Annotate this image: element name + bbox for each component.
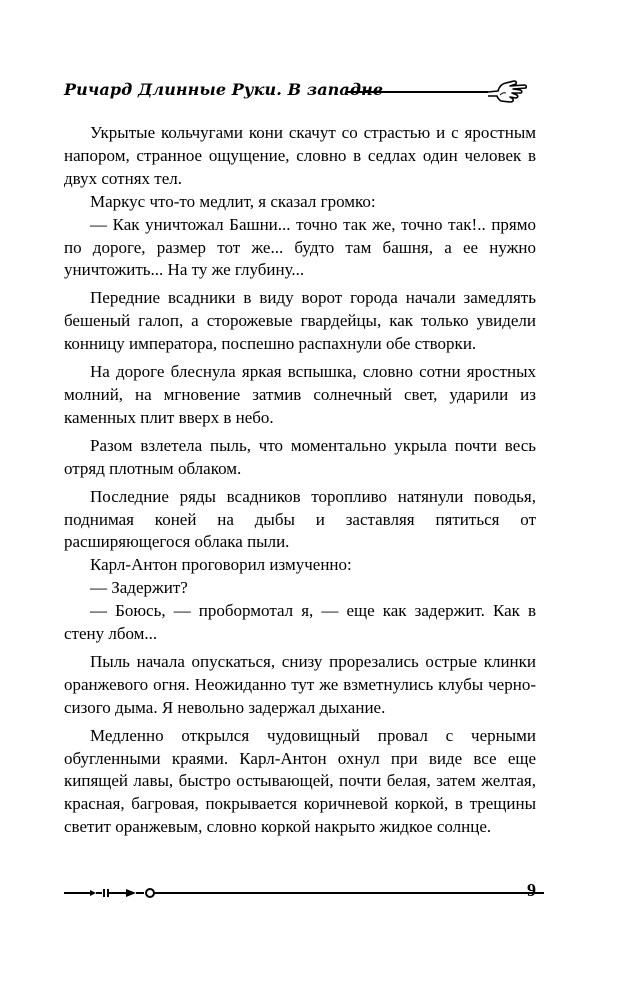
running-title: Ричард Длинные Руки. В западне xyxy=(64,80,384,99)
paragraph: На дороге блеснула яркая вспышка, словно сотни яростных молний, на мгновение затмив солнечный свет, ударили из каменных плит вверх в небо. xyxy=(64,362,536,427)
page-footer xyxy=(64,880,536,904)
pointing-hand-icon xyxy=(486,76,528,106)
paragraph: Карл-Антон проговорил измученно: xyxy=(90,555,352,575)
paragraph: — Задержит? xyxy=(90,578,188,598)
paragraph: Маркус что-то медлит, я сказал громко: xyxy=(90,191,376,211)
page-number: 9 xyxy=(527,880,536,900)
running-header xyxy=(64,76,524,108)
paragraph: Последние ряды всадников торопливо натянули поводья, поднимая коней на дыбы и заставляя пятиться от расширяющегося облака пыли. xyxy=(64,486,536,552)
paragraph: Медленно открылся чудовищный провал с черными обугленными краями. Карл-Антон охнул при виде все еще кипящей лавы, быстро остывающей, почти белая, затем желтая, красная, багровая, покрывается коричневой коркой, в трещины светит оранжевым, словно коркой накрыто жидкое солнце. xyxy=(64,725,536,837)
paragraph: Разом взлетела пыль, что моментально укрыла почти весь отряд плотным облаком. xyxy=(64,435,536,478)
footer-rule xyxy=(162,892,544,894)
header-rule xyxy=(346,91,488,93)
arrow-ornament-icon xyxy=(64,886,164,900)
paragraph: — Боюсь, — пробормотал я, — еще как задержит. Как в стену лбом... xyxy=(64,601,536,644)
paragraph: Укрытые кольчугами кони скачут со страстью и с яростным напором, странное ощущение, словно в седлах один человек в двух сотнях тел. xyxy=(64,123,536,188)
paragraph: Передние всадники в виду ворот города начали замедлять бешеный галоп, а сторожевые гвардейцы, как только увидели конницу императора, поспешно распахнули обе створки. xyxy=(64,288,536,354)
body-text xyxy=(64,122,536,839)
paragraph: Пыль начала опускаться, снизу прорезались острые клинки оранжевого огня. Неожиданно тут же взметнулись клубы черно-сизого дыма. Я невольно задержал дыхание. xyxy=(64,651,536,717)
paragraph: — Как уничтожал Башни... точно так же, точно так!.. прямо по дороге, размер тот же... будто там башня, а ее нужно уничтожить... На ту же глубину... xyxy=(64,214,536,280)
